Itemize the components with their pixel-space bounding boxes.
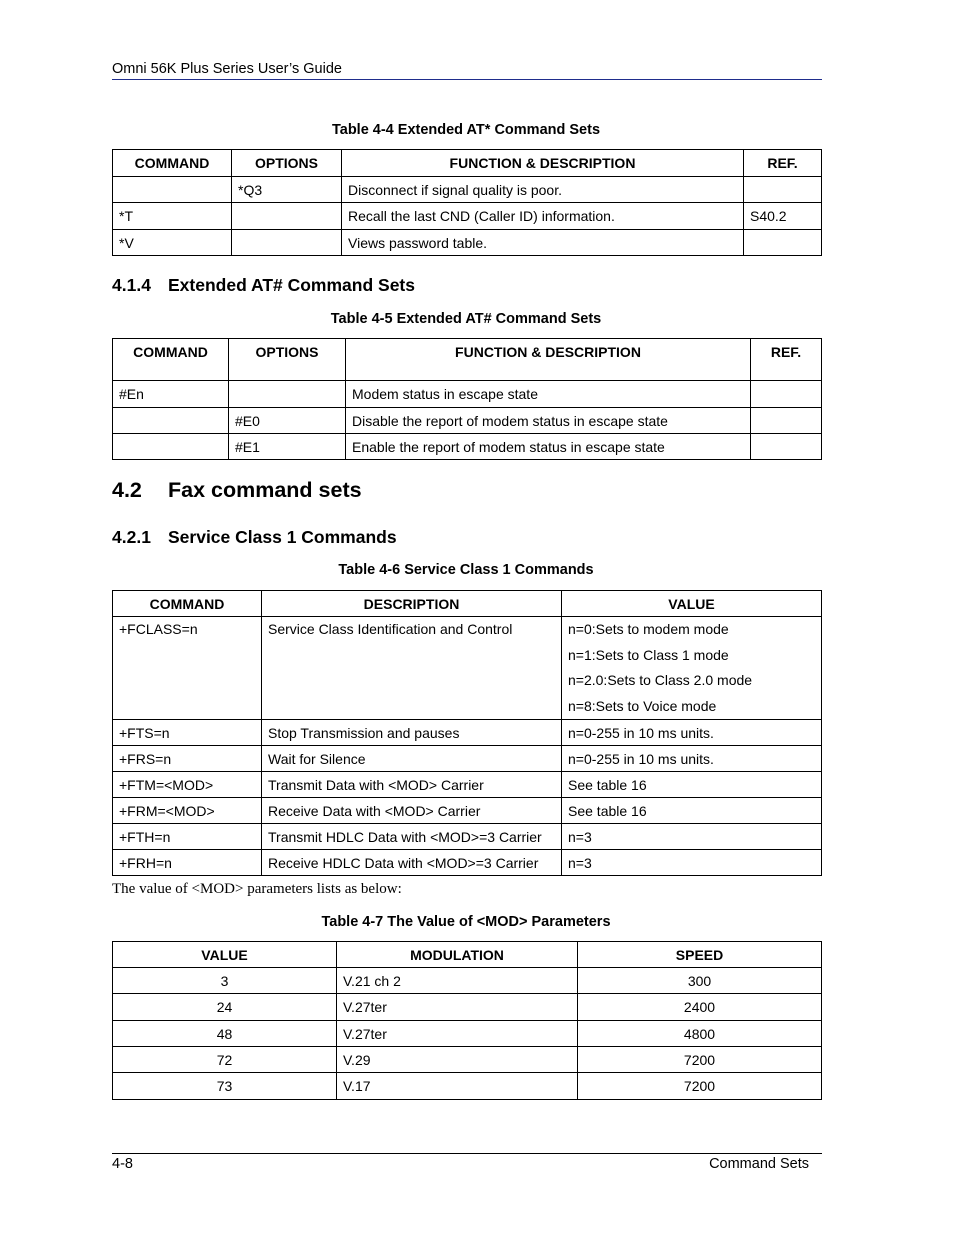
table-row — [113, 1021, 822, 1047]
table-header-row — [113, 339, 822, 381]
section-number: 4.2.1 — [112, 527, 151, 547]
cell-description: Receive HDLC Data with <MOD>=3 Carrier — [262, 850, 562, 876]
section-heading-4-2 — [112, 478, 362, 503]
cell-options: #E1 — [229, 434, 346, 460]
cell-value: 72 — [113, 1047, 337, 1073]
cell-command: +FTM=<MOD> — [113, 772, 262, 798]
column-header: MODULATION — [337, 942, 578, 968]
cell-command: +FRS=n — [113, 746, 262, 772]
cell-command: +FRH=n — [113, 850, 262, 876]
cell-command: +FRM=<MOD> — [113, 798, 262, 824]
table-row — [113, 968, 822, 994]
cell-command: +FCLASS=n — [113, 617, 262, 720]
cell-command: *T — [113, 203, 232, 230]
section-title: Service Class 1 Commands — [168, 527, 397, 547]
section-number: 4.2 — [112, 478, 142, 502]
column-header: COMMAND — [113, 591, 262, 617]
header-rule — [112, 79, 822, 80]
column-header: VALUE — [113, 942, 337, 968]
table-4-7 — [112, 941, 822, 1100]
table-row — [113, 1073, 822, 1100]
cell-value: 3 — [113, 968, 337, 994]
page-number: 4-8 — [112, 1156, 133, 1172]
cell-value: n=3 — [562, 850, 822, 876]
table-4-4-caption: Table 4-4 Extended AT* Command Sets — [331, 122, 601, 138]
cell-value: 73 — [113, 1073, 337, 1100]
cell-value: n=0-255 in 10 ms units. — [562, 720, 822, 746]
table-4-4 — [112, 149, 822, 256]
chapter-title: Command Sets — [709, 1156, 809, 1172]
cell-description: Transmit Data with <MOD> Carrier — [262, 772, 562, 798]
cell-options — [232, 230, 342, 256]
column-header: REF. — [751, 339, 822, 381]
cell-description: Transmit HDLC Data with <MOD>=3 Carrier — [262, 824, 562, 850]
cell-modulation: V.27ter — [337, 994, 578, 1021]
running-header: Omni 56K Plus Series User’s Guide — [112, 61, 342, 77]
section-heading-4-2-1 — [112, 527, 397, 548]
cell-value: 24 — [113, 994, 337, 1021]
table-4-5 — [112, 338, 822, 460]
cell-value: See table 16 — [562, 772, 822, 798]
cell-value: See table 16 — [562, 798, 822, 824]
cell-options — [229, 381, 346, 408]
column-header: OPTIONS — [232, 150, 342, 177]
column-header: COMMAND — [113, 339, 229, 381]
table-row — [113, 408, 822, 434]
column-header: FUNCTION & DESCRIPTION — [342, 150, 744, 177]
cell-command — [113, 434, 229, 460]
table-header-row — [113, 150, 822, 177]
cell-options: *Q3 — [232, 177, 342, 203]
cell-modulation: V.17 — [337, 1073, 578, 1100]
cell-ref — [744, 230, 822, 256]
value-line: n=0:Sets to modem mode — [568, 621, 729, 637]
section-title: Fax command sets — [168, 478, 362, 502]
table-4-7-caption: Table 4-7 The Value of <MOD> Parameters — [321, 914, 611, 930]
table-row — [113, 772, 822, 798]
cell-speed: 4800 — [578, 1021, 822, 1047]
cell-ref: S40.2 — [744, 203, 822, 230]
cell-description: Enable the report of modem status in escape state — [346, 434, 751, 460]
table-row — [113, 177, 822, 203]
cell-options — [232, 203, 342, 230]
cell-command: +FTH=n — [113, 824, 262, 850]
section-title: Extended AT# Command Sets — [168, 275, 415, 295]
cell-description: Disable the report of modem status in escape state — [346, 408, 751, 434]
column-header: COMMAND — [113, 150, 232, 177]
table-row — [113, 203, 822, 230]
cell-speed: 7200 — [578, 1047, 822, 1073]
cell-ref — [751, 381, 822, 408]
cell-modulation: V.29 — [337, 1047, 578, 1073]
cell-value — [562, 617, 822, 720]
cell-speed: 7200 — [578, 1073, 822, 1100]
table-header-row — [113, 942, 822, 968]
cell-ref — [744, 177, 822, 203]
value-line: n=1:Sets to Class 1 mode — [568, 646, 729, 663]
table-row — [113, 381, 822, 408]
cell-description: Stop Transmission and pauses — [262, 720, 562, 746]
cell-value: n=3 — [562, 824, 822, 850]
value-line: n=8:Sets to Voice mode — [568, 697, 717, 714]
table-row — [113, 824, 822, 850]
table-row — [113, 434, 822, 460]
body-paragraph: The value of <MOD> parameters lists as below: — [112, 881, 402, 897]
table-header-row — [113, 591, 822, 617]
cell-command — [113, 408, 229, 434]
cell-value: n=0-255 in 10 ms units. — [562, 746, 822, 772]
table-row — [113, 720, 822, 746]
table-row — [113, 617, 822, 720]
cell-command: *V — [113, 230, 232, 256]
table-4-6-caption: Table 4-6 Service Class 1 Commands — [338, 562, 594, 578]
column-header: DESCRIPTION — [262, 591, 562, 617]
value-line: n=2.0:Sets to Class 2.0 mode — [568, 672, 753, 688]
cell-modulation: V.27ter — [337, 1021, 578, 1047]
table-row — [113, 798, 822, 824]
cell-modulation: V.21 ch 2 — [337, 968, 578, 994]
cell-ref — [751, 434, 822, 460]
cell-description: Service Class Identification and Control — [262, 617, 562, 720]
section-heading-4-1-4 — [112, 275, 415, 296]
column-header: OPTIONS — [229, 339, 346, 381]
cell-speed: 300 — [578, 968, 822, 994]
column-header: REF. — [744, 150, 822, 177]
cell-value: 48 — [113, 1021, 337, 1047]
cell-description: Modem status in escape state — [346, 381, 751, 408]
column-header: FUNCTION & DESCRIPTION — [346, 339, 751, 381]
cell-description: Receive Data with <MOD> Carrier — [262, 798, 562, 824]
table-row — [113, 1047, 822, 1073]
cell-description: Disconnect if signal quality is poor. — [342, 177, 744, 203]
section-number: 4.1.4 — [112, 275, 151, 295]
cell-command: #En — [113, 381, 229, 408]
table-4-6 — [112, 590, 822, 876]
table-4-5-caption: Table 4-5 Extended AT# Command Sets — [330, 311, 602, 327]
cell-ref — [751, 408, 822, 434]
cell-command: +FTS=n — [113, 720, 262, 746]
column-header: VALUE — [562, 591, 822, 617]
column-header: SPEED — [578, 942, 822, 968]
cell-command — [113, 177, 232, 203]
table-row — [113, 230, 822, 256]
cell-description: Views password table. — [342, 230, 744, 256]
table-row — [113, 994, 822, 1021]
cell-options: #E0 — [229, 408, 346, 434]
cell-description: Wait for Silence — [262, 746, 562, 772]
table-row — [113, 850, 822, 876]
table-row — [113, 746, 822, 772]
cell-speed: 2400 — [578, 994, 822, 1021]
cell-description: Recall the last CND (Caller ID) information. — [342, 203, 744, 230]
footer-rule — [112, 1153, 822, 1154]
